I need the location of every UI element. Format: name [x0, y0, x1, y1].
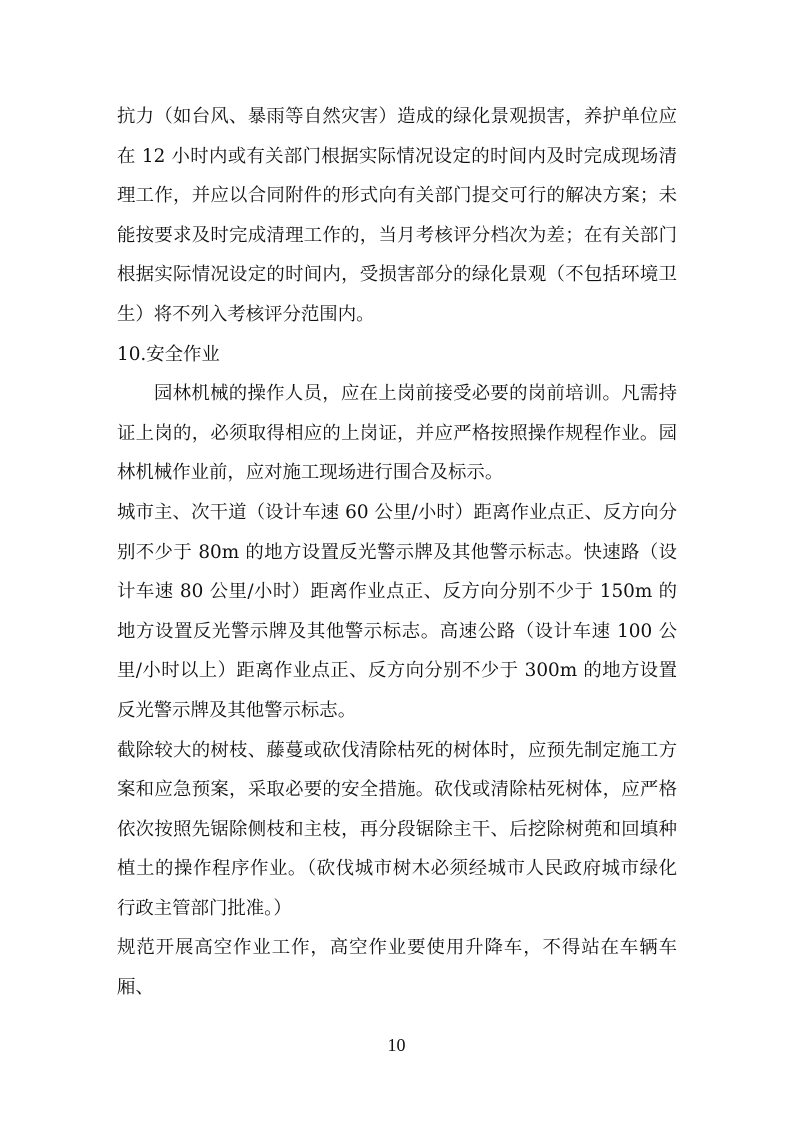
section-heading-safety: 10.安全作业 [117, 343, 220, 365]
paragraph-road-warning-signs: 城市主、次干道（设计车速 60 公里/小时）距离作业点正、反方向分别不少于 80m 的地方设置反光警示牌及其他警示标志。快速路（设计车速 80 公里/小时）距离作业点正、反方向分别不少于 150m 的地方设置反光警示牌及其他警示标志。高速公路（设计车速 100 公里/小时以上）距离作业点正、反方向分别不少于 300m 的地方设置反光警示牌及其他警示标志。 [117, 501, 677, 721]
paragraph-tree-felling: 截除较大的树枝、藤蔓或砍伐清除枯死的树体时，应预先制定施工方案和应急预案，采取必要的安全措施。砍伐或清除枯死树体，应严格依次按照先锯除侧枝和主枝，再分段锯除主干、后挖除树蔸和回填种植土的操作程序作业。（砍伐城市树木必须经城市人民政府城市绿化行政主管部门批准。） [117, 739, 677, 919]
page-number: 10 [387, 1035, 406, 1055]
paragraph-high-altitude-work: 规范开展高空作业工作，高空作业要使用升降车，不得站在车辆车厢、 [117, 937, 677, 999]
paragraph-disaster-cleanup: 抗力（如台风、暴雨等自然灾害）造成的绿化景观损害，养护单位应在 12 小时内或有关部门根据实际情况设定的时间内及时完成现场清理工作，并应以合同附件的形式向有关部门提交可行的解决方案；未能按要求及时完成清理工作的，当月考核评分档次为差；在有关部门根据实际情况设定的时间内，受损害部分的绿化景观（不包括环境卫生）将不列入考核评分范围内。 [117, 106, 677, 325]
paragraph-machinery-operators: 园林机械的操作人员，应在上岗前接受必要的岗前培训。凡需持证上岗的，必须取得相应的上岗证，并应严格按照操作规程作业。园林机械作业前，应对施工现场进行围合及标示。 [117, 383, 677, 484]
page-content [117, 97, 677, 1008]
